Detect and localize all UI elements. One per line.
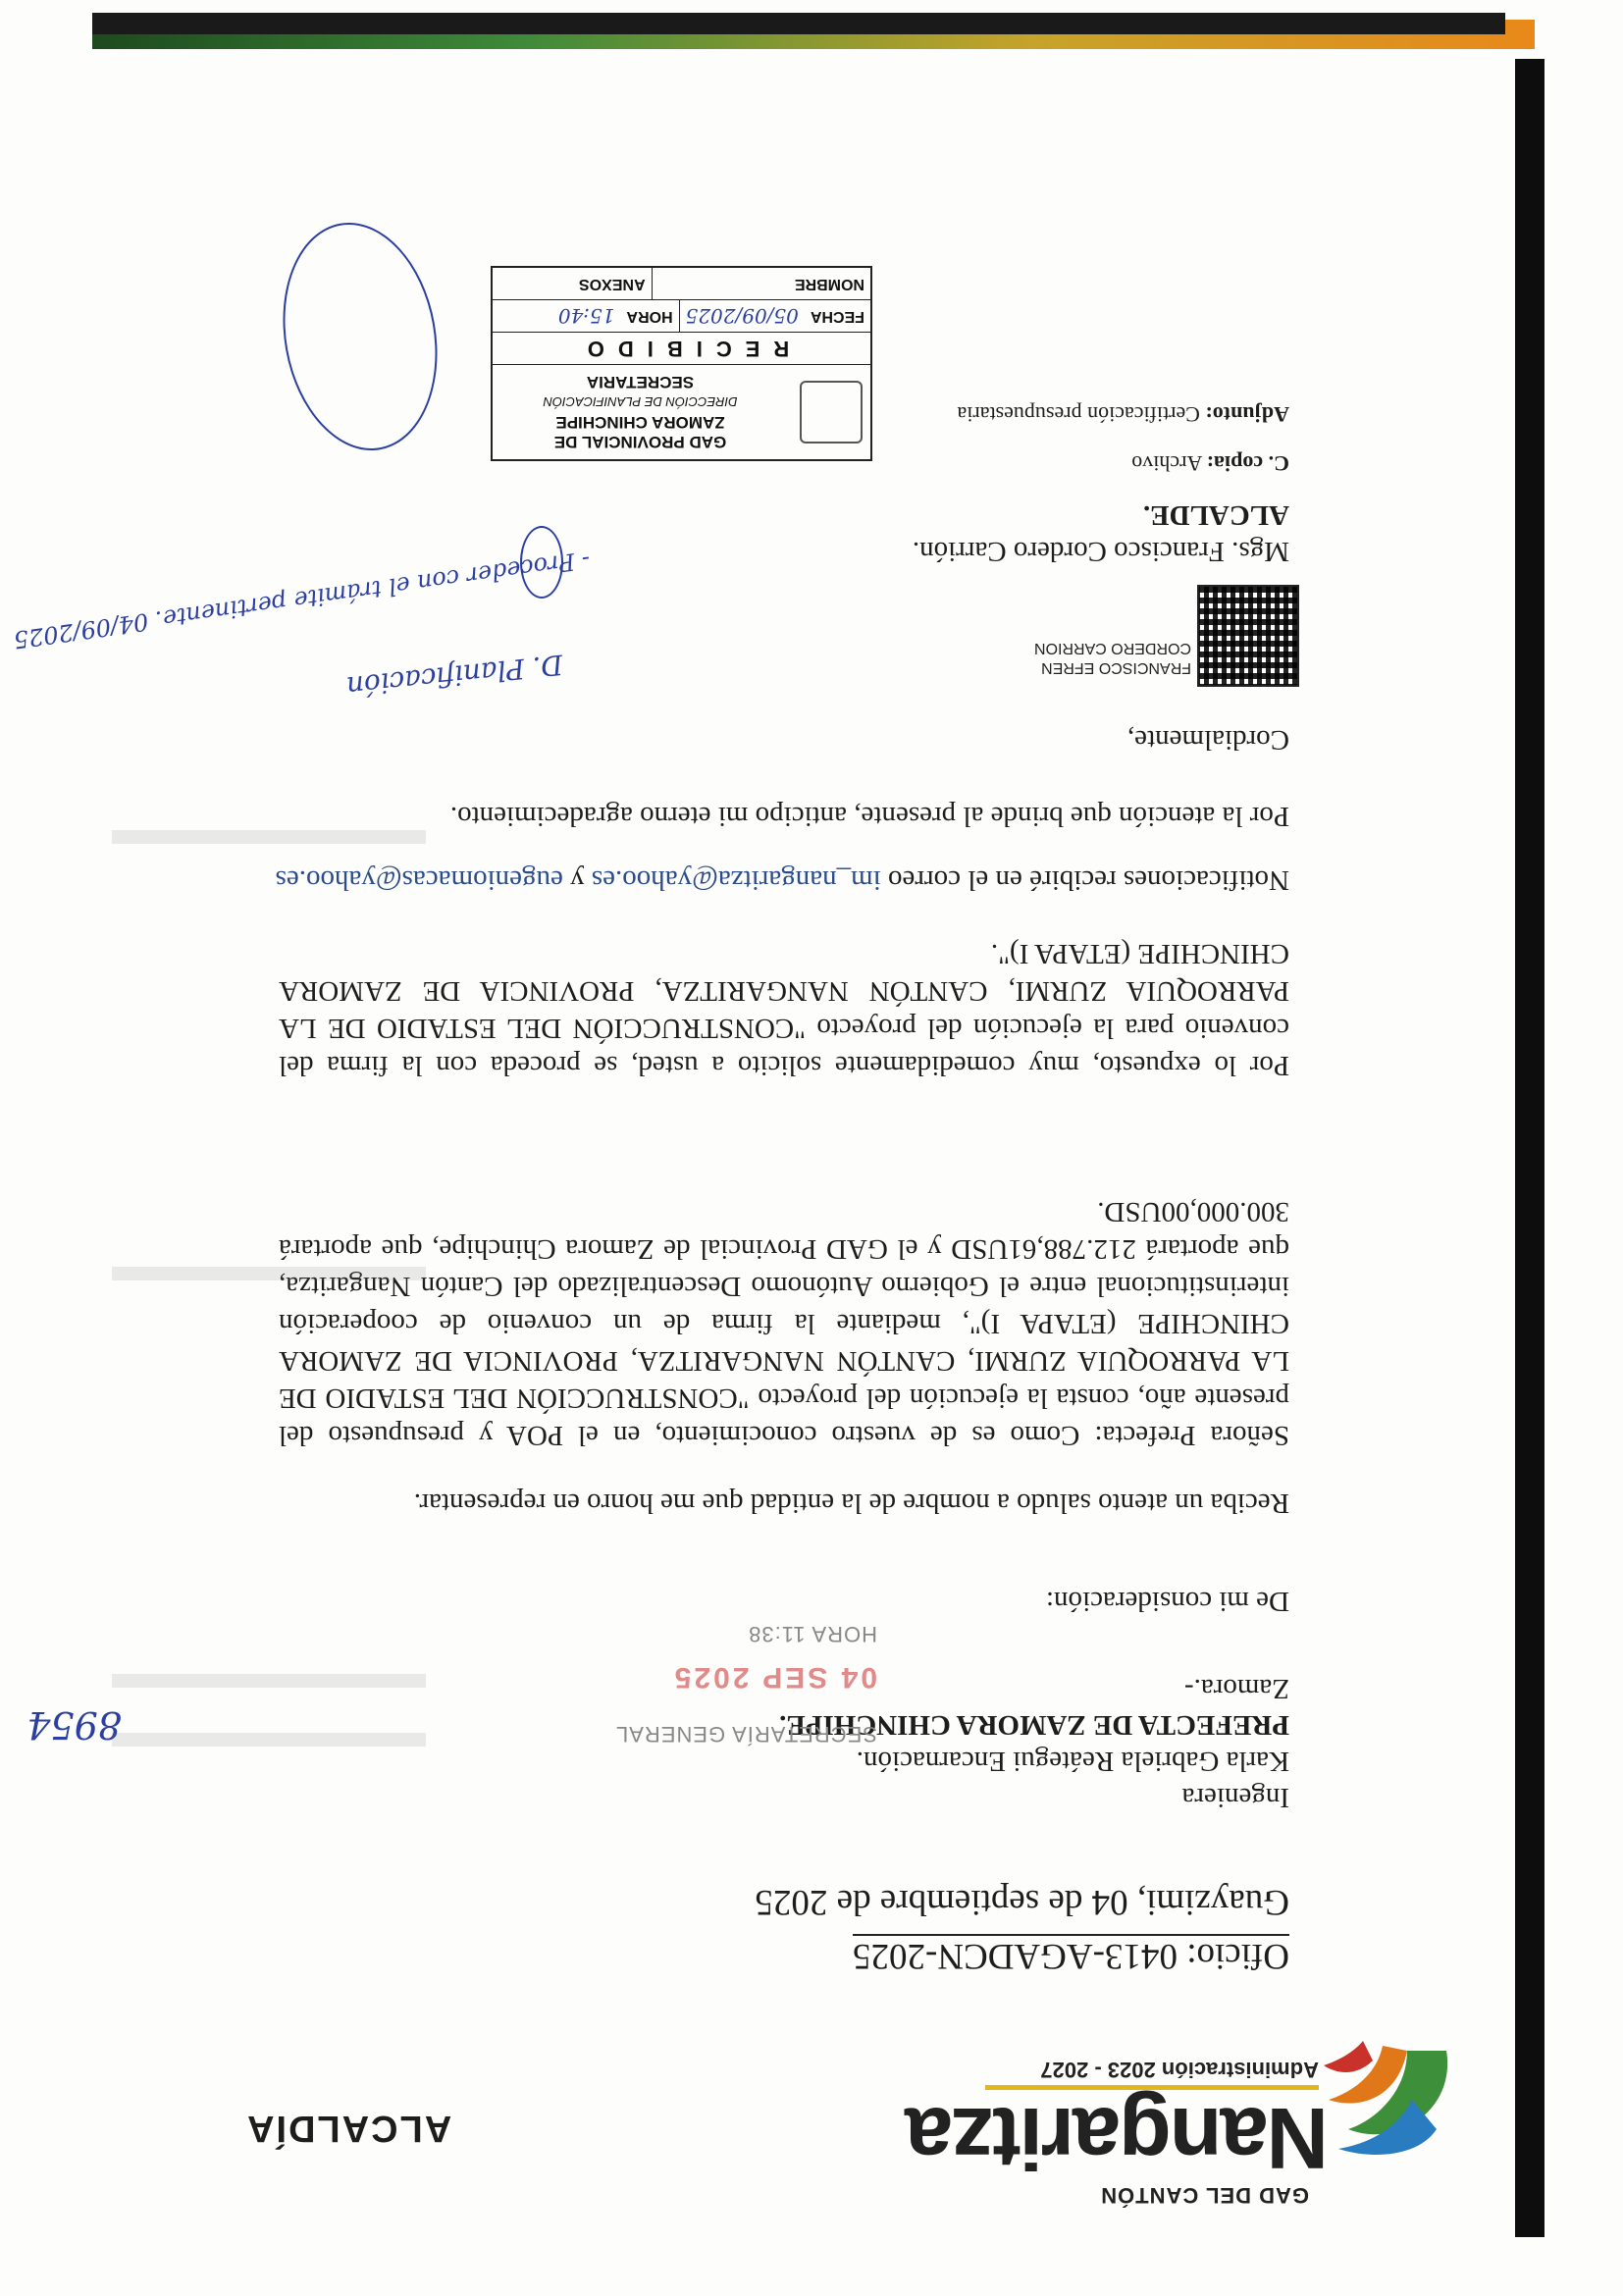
- stamp-org-line-4: SECRETARIA: [586, 373, 695, 392]
- recipient-title: Ingeniera: [1181, 1782, 1289, 1813]
- notification-line: [276, 862, 1289, 898]
- email-link-1[interactable]: im_nangaritza@yahoo.es: [591, 864, 881, 896]
- stamp-divider: [652, 268, 653, 299]
- anexos-label: ANEXOS: [579, 276, 646, 292]
- fecha-value: 05/09/2025: [685, 304, 799, 328]
- bleed-through-line: [112, 1733, 426, 1747]
- place-date: Guayzimi, 04 de septiembre de 2025: [755, 1882, 1289, 1922]
- hora-value: 15:40: [557, 304, 615, 328]
- logo-gad-label: GAD DEL CANTÓN: [1100, 2183, 1309, 2208]
- copy-label: C. copia:: [1206, 451, 1289, 476]
- nombre-label: NOMBRE: [794, 276, 864, 292]
- stamp-secretary-hour: HORA 11:38: [748, 1622, 877, 1646]
- recipient-name: Karla Gabriela Reátegui Encarnación.: [856, 1746, 1289, 1777]
- thanks-line: Por la atención que brinde al presente, anticipo mi eterno agradecimiento.: [449, 801, 1289, 832]
- department-title: ALCALDÍA: [245, 2108, 452, 2149]
- received-label: RECIBIDO: [493, 333, 870, 365]
- copy-value: Archivo: [1131, 451, 1203, 476]
- stamp-org-line-3: DIRECCIÓN DE PLANIFICACIÓN: [543, 394, 738, 410]
- body-paragraph-2: Por lo expuesto, muy comedidamente solicito a usted, se proceda con la firma del convenio para la ejecución del proyecto "CONSTRUCCIÓN DEL ESTADIO DE LA PARROQUIA ZURMI, CANTÓN NANGARITZA, PROVINCIA DE ZAMORA CHINCHIPE (ETAPA I)".: [279, 938, 1289, 1081]
- handwritten-initials-circle: [266, 210, 454, 462]
- body-paragraph-1: Señora Prefecta: Como es de vuestro conocimiento, en el POA y presupuesto del presente año, consta la ejecución del proyecto "CONSTRUCCIÓN DEL ESTADIO DE LA PARROQUIA ZURMI, CANTÓN NANGARITZA, PROVINCIA DE ZAMORA CHINCHIPE (ETAPA I)", mediante la firma de un convenio de cooperación interinstitucional entre el Gobierno Autónomo Descentralizado del Cantón Nangaritza, que aportará 212.788,61USD y el GAD Provincial de Zamora Chinchipe, que aportará 300.000,00USD.: [279, 1196, 1289, 1451]
- received-date-row: [493, 300, 870, 333]
- attachment-label: Adjunto:: [1205, 402, 1289, 427]
- qr-signer-name: [1034, 638, 1191, 677]
- municipality-logo: [877, 2011, 1466, 2208]
- logo-underline: [985, 2085, 1319, 2090]
- qr-name-line-2: CORDERO CARRION: [1033, 640, 1191, 656]
- letterhead-dark-stripe: [92, 13, 1505, 34]
- recipient-city: Zamora.-: [1183, 1673, 1289, 1704]
- logo-municipality-name: Nangaritza: [907, 2090, 1329, 2187]
- notification-prefix: Notificaciones recibiré en el correo: [880, 864, 1289, 896]
- general-secretary-stamp: [504, 1442, 877, 1747]
- oficio-number: Oficio: 0413-AGADCN-2025: [853, 1936, 1289, 1976]
- stamp-secretary-date: 04 SEP 2025: [671, 1661, 877, 1694]
- stamp-secretary-label: SECRETARÍA GENERAL: [615, 1722, 877, 1747]
- bleed-through-line: [112, 1674, 426, 1688]
- logo-administration: Administración 2023 - 2027: [1040, 2058, 1319, 2082]
- received-stamp-org: [493, 373, 788, 452]
- swirl-logo-icon: [1319, 2031, 1466, 2168]
- recipient-position: PREFECTA DE ZAMORA CHINCHIPE.: [779, 1709, 1289, 1741]
- attachment-line: [958, 401, 1289, 427]
- notification-joiner: y: [562, 864, 592, 896]
- attachment-value: Certificación presupuestaria: [957, 402, 1200, 427]
- handwritten-number: 8954: [26, 1703, 122, 1747]
- handwritten-note-1: D. Planificación: [344, 648, 565, 704]
- copy-line: [1131, 450, 1289, 476]
- opening-salutation: De mi consideración:: [1045, 1586, 1289, 1617]
- greeting-line: Reciba un atento saludo a nombre de la entidad que me honro en representar.: [413, 1487, 1289, 1519]
- provincial-seal-icon: [800, 381, 863, 444]
- bleed-through-line: [112, 1267, 426, 1280]
- stamp-divider: [679, 300, 680, 332]
- signer-role: ALCALDE.: [1142, 499, 1289, 531]
- qr-name-line-1: FRANCISCO EFREN: [1041, 659, 1191, 676]
- closing-line: Cordialmente,: [1126, 724, 1289, 756]
- handwritten-note-2: - Proceder con el trámite pertinente. 04/09/2025: [12, 545, 593, 654]
- stamp-org-line-1: GAD PROVINCIAL DE: [553, 433, 727, 452]
- received-stamp-header: [493, 365, 870, 459]
- bleed-through-line: [112, 830, 426, 844]
- received-name-row: [493, 268, 870, 300]
- email-link-2[interactable]: eugeniomacas@yahoo.es: [275, 864, 563, 896]
- handwritten-bracket: [520, 526, 563, 599]
- scan-edge-shadow: [1515, 59, 1544, 2237]
- signature-qr-code: [1197, 585, 1299, 687]
- signer-name: Mgs. Francisco Cordero Carrión.: [912, 536, 1289, 567]
- hora-label: HORA: [626, 308, 673, 325]
- fecha-label: FECHA: [810, 308, 864, 325]
- stamp-org-line-2: ZAMORA CHINCHIPE: [555, 413, 725, 433]
- received-stamp: [491, 266, 872, 461]
